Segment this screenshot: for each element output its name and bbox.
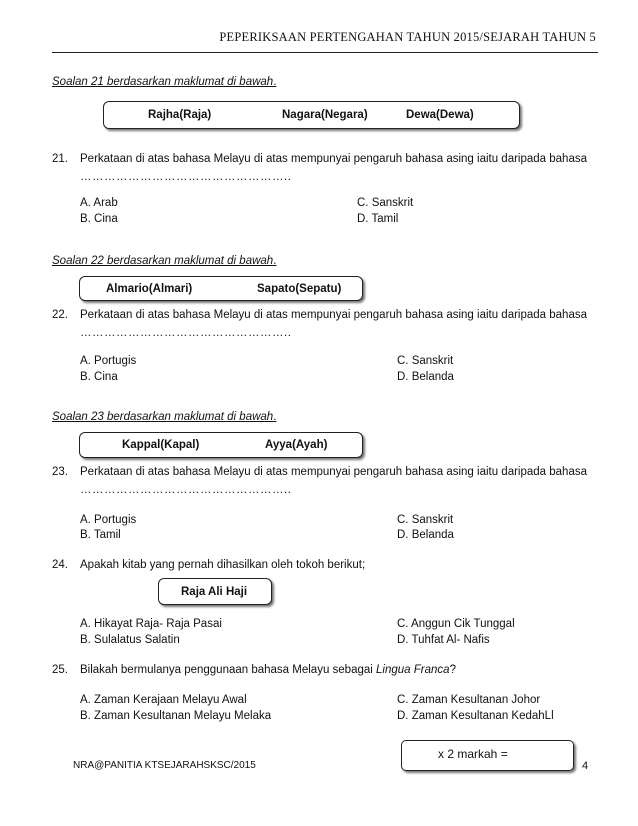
q23-option-a[interactable]: A. Portugis xyxy=(80,514,137,526)
q23-option-b[interactable]: B. Tamil xyxy=(80,529,121,541)
q25-option-b[interactable]: B. Zaman Kesultanan Melayu Melaka xyxy=(80,710,272,722)
intro-21: Soalan 21 berdasarkan maklumat di bawah. xyxy=(52,76,277,88)
q23-option-c[interactable]: C. Sanskrit xyxy=(397,514,454,526)
box-23-item-1: Kappal(Kapal) xyxy=(122,439,200,451)
intro-text-21: Soalan 21 berdasarkan maklumat di bawah xyxy=(52,76,274,88)
q25-option-c[interactable]: C. Zaman Kesultanan Johor xyxy=(397,694,541,706)
page-header: PEPERIKSAAN PERTENGAHAN TAHUN 2015/SEJARAH TAHUN 5 xyxy=(219,30,596,44)
info-box-21 xyxy=(103,101,520,129)
info-box-24 xyxy=(158,578,272,605)
footer-credit: NRA@PANITIA KTSEJARAHSKSC/2015 xyxy=(73,760,256,771)
box-22-item-1: Almario(Almari) xyxy=(106,282,193,295)
q24-option-d[interactable]: D. Tuhfat Al- Nafis xyxy=(397,634,490,646)
question-21-blank: …………………………………………….. xyxy=(80,171,292,183)
q22-option-d[interactable]: D. Belanda xyxy=(397,371,454,383)
q24-option-b[interactable]: B. Sulalatus Salatin xyxy=(80,634,180,646)
question-23-blank: …………………………………………….. xyxy=(80,484,292,496)
q24-option-a[interactable]: A. Hikayat Raja- Raja Pasai xyxy=(80,618,222,630)
q22-option-b[interactable]: B. Cina xyxy=(80,371,118,383)
question-24-text: Apakah kitab yang pernah dihasilkan oleh tokoh berikut; xyxy=(80,559,366,571)
question-22-text: Perkataan di atas bahasa Melayu di atas mempunyai pengaruh bahasa asing iaitu daripada bahasa xyxy=(80,309,587,321)
intro-text-22: Soalan 22 berdasarkan maklumat di bawah xyxy=(52,255,274,267)
marks-text: x 2 markah = xyxy=(438,747,508,761)
question-22-blank: …………………………………………….. xyxy=(80,327,292,339)
intro-text-23: Soalan 23 berdasarkan maklumat di bawah xyxy=(52,411,274,423)
marks-box xyxy=(401,740,574,771)
box-22-item-2: Sapato(Sepatu) xyxy=(257,282,342,295)
question-23-number: 23. xyxy=(52,466,68,478)
question-25-italic: Lingua Franca xyxy=(376,664,450,676)
q21-option-a[interactable]: A. Arab xyxy=(80,197,118,209)
info-box-22 xyxy=(79,276,363,301)
box-23-item-2: Ayya(Ayah) xyxy=(265,439,328,451)
question-24-number: 24. xyxy=(52,559,68,571)
q24-option-c[interactable]: C. Anggun Cik Tunggal xyxy=(397,618,515,630)
q25-option-d[interactable]: D. Zaman Kesultanan KedahLl xyxy=(397,710,554,722)
q21-option-d[interactable]: D. Tamil xyxy=(357,213,399,225)
question-21-text: Perkataan di atas bahasa Melayu di atas mempunyai pengaruh bahasa asing iaitu daripada bahasa xyxy=(80,153,587,165)
q21-option-c[interactable]: C. Sanskrit xyxy=(357,197,414,209)
intro-22: Soalan 22 berdasarkan maklumat di bawah. xyxy=(52,255,277,267)
box-24-item: Raja Ali Haji xyxy=(181,585,248,598)
question-25-text xyxy=(80,664,456,676)
q21-option-b[interactable]: B. Cina xyxy=(80,213,118,225)
box-21-item-1: Rajha(Raja) xyxy=(148,109,212,121)
info-box-23 xyxy=(79,432,363,458)
question-22-number: 22. xyxy=(52,309,68,321)
box-21-item-3: Dewa(Dewa) xyxy=(406,109,474,121)
question-21-number: 21. xyxy=(52,153,68,165)
question-23-text: Perkataan di atas bahasa Melayu di atas mempunyai pengaruh bahasa asing iaitu daripada bahasa xyxy=(80,466,587,478)
intro-23: Soalan 23 berdasarkan maklumat di bawah. xyxy=(52,411,277,423)
page-number: 4 xyxy=(582,760,589,772)
question-25-text-a: Bilakah bermulanya penggunaan bahasa Melayu sebagai xyxy=(80,664,377,676)
question-25-text-b: ? xyxy=(449,664,456,676)
header-rule xyxy=(52,52,598,53)
question-25-number: 25. xyxy=(52,664,68,676)
q25-option-a[interactable]: A. Zaman Kerajaan Melayu Awal xyxy=(80,694,247,706)
q23-option-d[interactable]: D. Belanda xyxy=(397,529,454,541)
box-21-item-2: Nagara(Negara) xyxy=(282,109,368,121)
q22-option-c[interactable]: C. Sanskrit xyxy=(397,355,454,367)
q22-option-a[interactable]: A. Portugis xyxy=(80,355,137,367)
